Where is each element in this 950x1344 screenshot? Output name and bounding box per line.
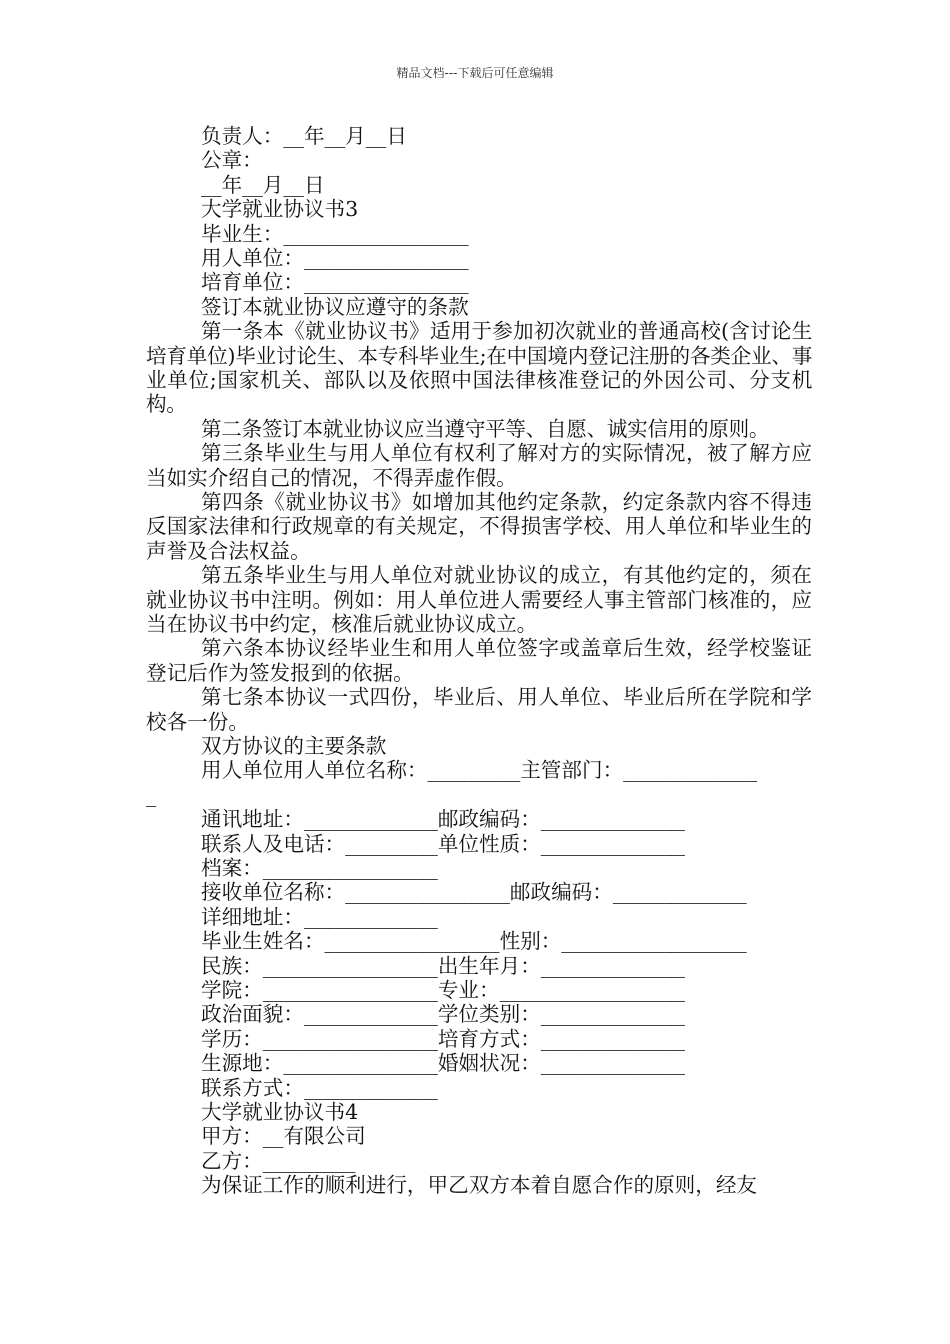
party-a-field: 甲方：__有限公司 <box>201 1124 366 1149</box>
detailed-address-field: 详细地址：_____________ <box>201 904 438 929</box>
employer-field: 用人单位：________________ <box>201 245 469 270</box>
graduate-field: 毕业生：__________________ <box>201 221 469 246</box>
archive-field: 档案：_________________ <box>201 855 438 880</box>
contact-field: 联系人及电话：_________单位性质：______________ <box>201 831 685 856</box>
contact-method-field: 联系方式：_____________ <box>201 1075 438 1100</box>
page-header: 精品文档---下载后可任意编辑 <box>396 66 554 80</box>
origin-field: 生源地：_______________婚姻状况：______________ <box>201 1051 685 1076</box>
main-terms-heading: 双方协议的主要条款 <box>201 734 387 759</box>
article-5: 第五条毕业生与用人单位对就业协议的成立，有其他约定的，须在就业协议书中注明。例如：用人单位进人需要经人事主管部门核准的，应当在协议书中约定，核准后就业协议成立。 <box>146 563 812 636</box>
terms-heading: 签订本就业协议应遵守的条款 <box>201 294 469 319</box>
article-4: 第四条《就业协议书》如增加其他约定条款，约定条款内容不得违反国家法律和行政规章的有关规定，不得损害学校、用人单位和毕业生的声誉及合法权益。 <box>146 489 812 563</box>
address-field: 通讯地址：_____________邮政编码：______________ <box>201 807 685 832</box>
receiving-unit-field: 接收单位名称：________________邮政编码：_____________ <box>201 880 747 905</box>
closing-paragraph: 为保证工作的顺利进行，甲乙双方本着自愿合作的原则，经友 <box>201 1173 758 1198</box>
article-1: 第一条本《就业协议书》适用于参加初次就业的普通高校(含讨论生培育单位)毕业讨论生、本专科毕业生;在中国境内登记注册的各类企业、事业单位;国家机关、部队以及依照中国法律核准登记的外因公司、分支机构。 <box>146 319 812 417</box>
article-6: 第六条本协议经毕业生和用人单位签字或盖章后生效，经学校鉴证登记后作为签发报到的依据。 <box>146 636 812 685</box>
article-7: 第七条本协议一式四份，毕业后、用人单位、毕业后所在学院和学校各一份。 <box>146 685 812 734</box>
seal-line: 公章： <box>201 148 263 173</box>
political-status-field: 政治面貌：_____________学位类别：______________ <box>201 1002 685 1027</box>
section-title-3: 大学就业协议书3 <box>201 197 359 222</box>
section-title-4: 大学就业协议书4 <box>201 1099 359 1124</box>
date-line: __年__月__日 <box>201 172 325 197</box>
wrap-underscore: _ <box>146 782 157 807</box>
responsible-person-line: 负责人：__年__月__日 <box>201 124 407 148</box>
article-2: 第二条签订本就业协议应当遵守平等、自愿、诚实信用的原则。 <box>201 416 770 441</box>
party-b-field: 乙方：_________ <box>201 1148 356 1173</box>
college-field: 学院：_________________专业：__________________ <box>201 977 685 1002</box>
employer-name-field: 用人单位用人单位名称：_________主管部门：_____________ <box>201 758 758 783</box>
education-field: 学历：_________________培育方式：______________ <box>201 1026 685 1051</box>
document-body <box>146 124 812 1197</box>
ethnicity-field: 民族：_________________出生年月：______________ <box>201 953 685 978</box>
training-unit-field: 培育单位：________________ <box>201 270 469 295</box>
article-3: 第三条毕业生与用人单位有权利了解对方的实际情况，被了解方应当如实介绍自己的情况，不得弄虚作假。 <box>146 441 812 490</box>
graduate-name-field: 毕业生姓名：_________________性别：__________________ <box>201 929 747 954</box>
